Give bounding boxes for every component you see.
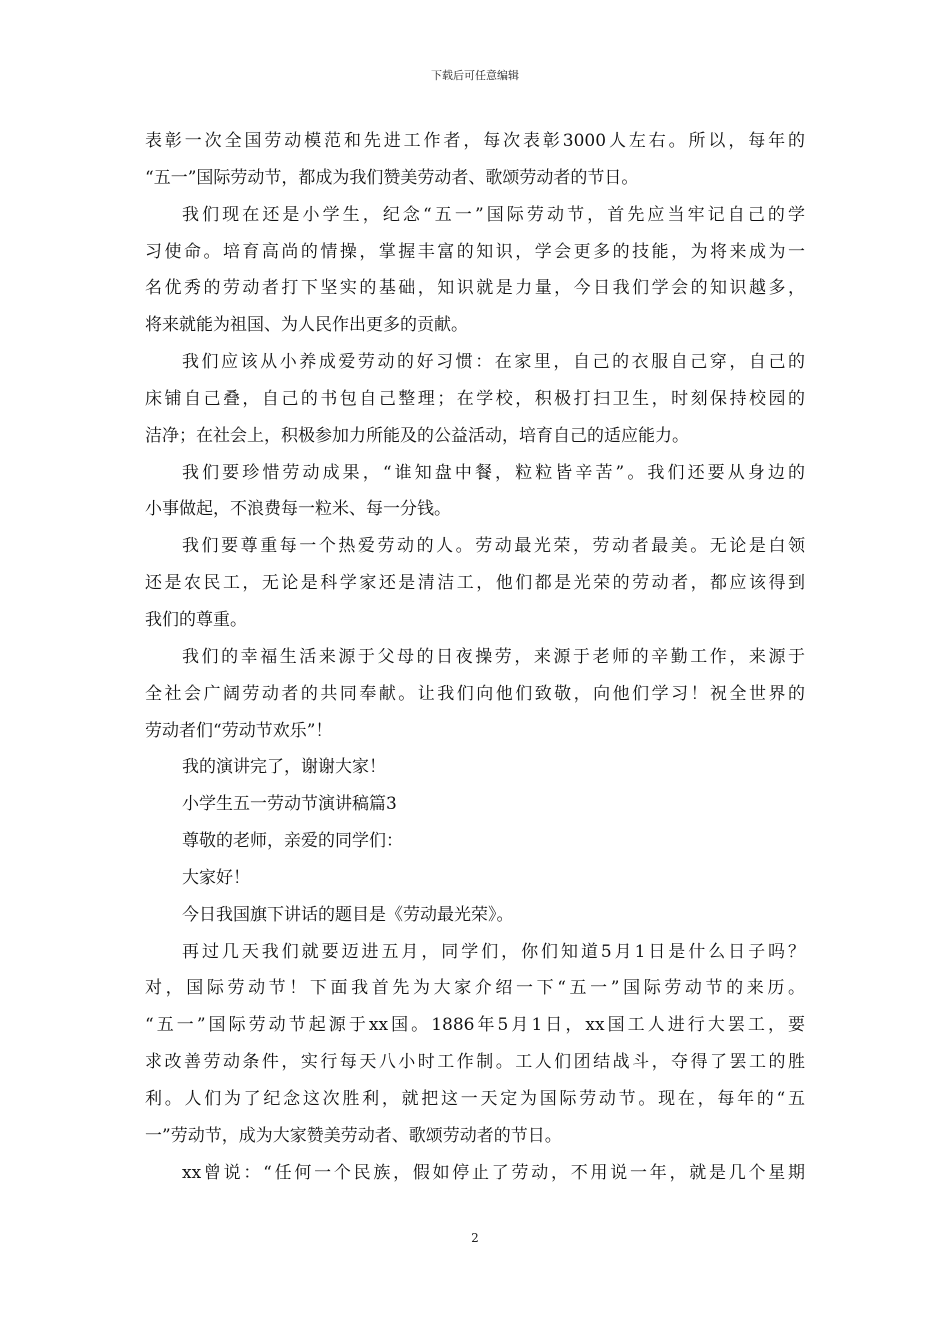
text-line: 习使命。培育高尚的情操，掌握丰富的知识，学会更多的技能，为将来成为一 [145, 241, 805, 262]
text-line: 我们应该从小养成爱劳动的好习惯：在家里，自己的衣服自己穿，自己的 [182, 352, 805, 373]
text-line: 劳动者们“劳动节欢乐”！ [145, 720, 333, 741]
page-number: 2 [471, 1231, 479, 1245]
text-line: 今日我国旗下讲话的题目是《劳动最光荣》。 [182, 904, 514, 925]
section-heading: 小学生五一劳动节演讲稿篇3 [182, 794, 397, 815]
text-line: 表彰一次全国劳动模范和先进工作者，每次表彰3000人左右。所以，每年的 [145, 131, 805, 151]
text-line: 我们的尊重。 [145, 609, 247, 630]
text-line: “五一”国际劳动节起源于xx国。1886年5月1日，xx国工人进行大罢工，要 [145, 1015, 805, 1036]
text-line: 将来就能为祖国、为人民作出更多的贡献。 [145, 315, 468, 336]
text-line: 全社会广阔劳动者的共同奉献。让我们向他们致敬，向他们学习！祝全世界的 [145, 683, 805, 704]
text-line: 对，国际劳动节！下面我首先为大家介绍一下“五一”国际劳动节的来历。 [145, 978, 805, 999]
text-line: 名优秀的劳动者打下坚实的基础，知识就是力量，今日我们学会的知识越多， [145, 278, 805, 299]
page-header: 下载后可任意编辑 [431, 69, 519, 82]
document-body [145, 123, 805, 1191]
text-line: 我的演讲完了，谢谢大家！ [182, 757, 386, 778]
text-line: 床铺自己叠，自己的书包自己整理；在学校，积极打扫卫生，时刻保持校园的 [145, 388, 805, 409]
text-line: 大家好！ [182, 867, 250, 888]
text-line: 求改善劳动条件，实行每天八小时工作制。工人们团结战斗，夺得了罢工的胜 [145, 1052, 805, 1073]
text-line: 我们要尊重每一个热爱劳动的人。劳动最光荣，劳动者最美。无论是白领 [182, 536, 805, 557]
text-line: 我们现在还是小学生，纪念“五一”国际劳动节，首先应当牢记自己的学 [182, 204, 805, 225]
text-line: 小事做起，不浪费每一粒米、每一分钱。 [145, 499, 451, 520]
text-line: 尊敬的老师，亲爱的同学们： [182, 831, 403, 852]
text-line: 利。人们为了纪念这次胜利，就把这一天定为国际劳动节。现在，每年的“五 [145, 1088, 805, 1109]
text-line: 我们要珍惜劳动成果，“谁知盘中餐，粒粒皆辛苦”。我们还要从身边的 [182, 462, 805, 483]
text-line: 再过几天我们就要迈进五月，同学们，你们知道5月1日是什么日子吗？ [182, 941, 805, 962]
text-line: 还是农民工，无论是科学家还是清洁工，他们都是光荣的劳动者，都应该得到 [145, 573, 805, 594]
text-line: “五一”国际劳动节，都成为我们赞美劳动者、歌颂劳动者的节日。 [145, 167, 639, 188]
text-line: xx曾说：“任何一个民族，假如停止了劳动，不用说一年，就是几个星期 [182, 1162, 805, 1183]
text-line: 我们的幸福生活来源于父母的日夜操劳，来源于老师的辛勤工作，来源于 [182, 646, 805, 667]
text-line: 一”劳动节，成为大家赞美劳动者、歌颂劳动者的节日。 [145, 1125, 562, 1146]
text-line: 洁净；在社会上，积极参加力所能及的公益活动，培育自己的适应能力。 [145, 425, 689, 446]
